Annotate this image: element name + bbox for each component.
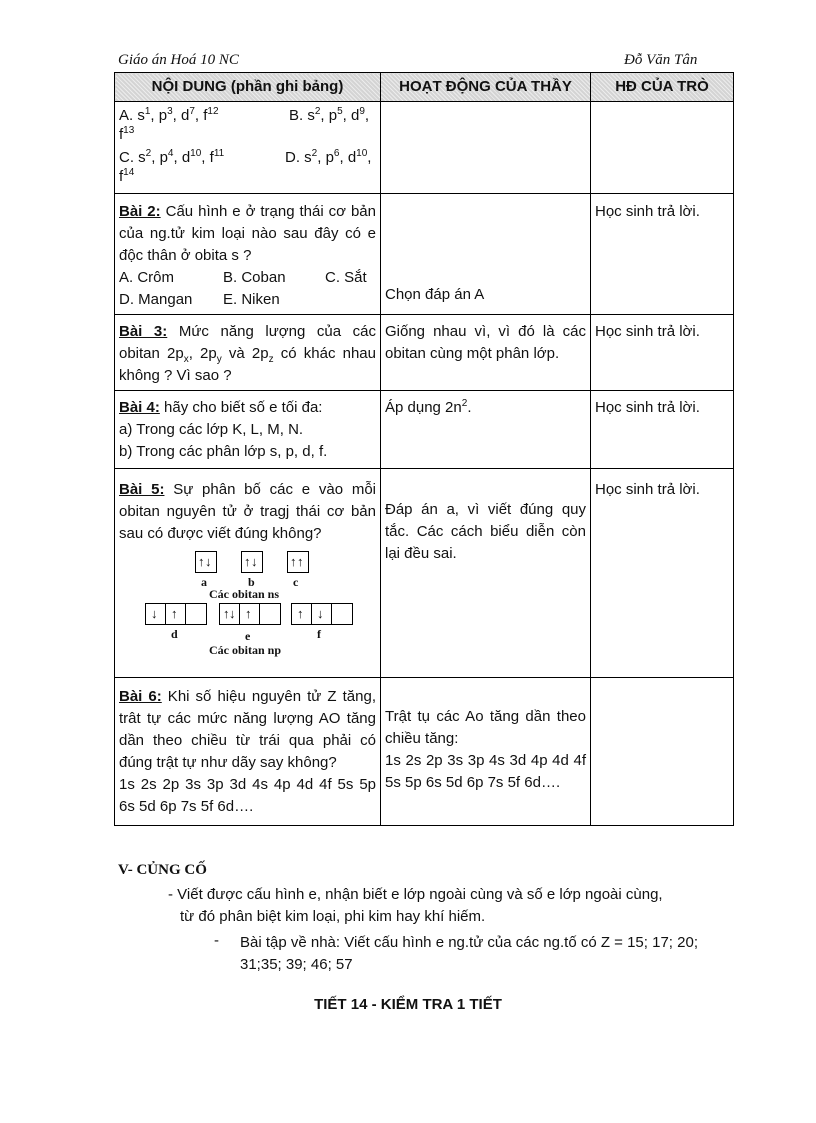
next-lesson-title: TIẾT 14 - KIỂM TRA 1 TIẾT [314, 996, 502, 1013]
exercise-label: Bài 2: [119, 203, 161, 220]
consolidation-line-2: từ đó phân biệt kim loại, phi kim hay khí hiếm. [180, 908, 486, 925]
exercise-2-options-1: A. Crôm B. Coban C. Sắt [119, 269, 367, 286]
exercise-4-text: Bài 4: hãy cho biết số e tối đa: [119, 399, 323, 416]
cell-student [591, 102, 734, 194]
caption-np-orbitals: Các obitan np [209, 643, 282, 657]
exercise-label: Bài 5: [119, 481, 165, 498]
orbital-box-c [287, 551, 309, 573]
up-arrow-icon: ↑ [171, 606, 178, 621]
cell-teacher: Chọn đáp án A [381, 194, 591, 315]
up-arrow-icon: ↑ [198, 554, 205, 569]
cell-content [115, 391, 381, 469]
option-d: D. $s^2$, $p^6$, $d^{10}$, [285, 148, 372, 166]
option-a: A. $s^1$, $p^3$, $d^7$, $f^{12}$ [119, 106, 219, 124]
exercise-6-sequence: 1s 2s 2p 3s 3p 3d 4s 4p 4d 4f 5s 5p 6s 5d 6p 7s 5f 6d…. [119, 776, 376, 815]
cell-content [115, 469, 381, 678]
table-row [115, 391, 734, 469]
orbital-diagram [119, 551, 376, 673]
up-arrow-icon: ↑ [297, 606, 304, 621]
down-arrow-icon: ↓ [251, 554, 258, 569]
cell-content: Bài 3: Mức năng lượng của các obitan $2p_x$, $2p_y$ và $2p_z$ có khác nhau không ? Vì sao ? [115, 315, 381, 391]
exercise-6-text: Bài 6: Khi số hiệu nguyên tử Z tăng, trât tự các mức năng lượng AO tăng dần theo chiều từ trái qua phải có đúng trật tự như dãy say không? [119, 688, 376, 771]
cell-student: Học sinh trả lời. [591, 391, 734, 469]
exercise-5-text: Bài 5: Sự phân bố các e vào mỗi obitan nguyên tử ở tragj thái cơ bản sau có được viết đúng không? [119, 481, 376, 542]
cell-teacher: Áp dụng $2n^2$. [381, 391, 591, 469]
table-row [115, 678, 734, 826]
orbital-box-b [241, 551, 263, 573]
cell-student: Học sinh trả lời. [591, 469, 734, 678]
column-header-teacher: HOẠT ĐỘNG CỦA THẦY [381, 73, 591, 102]
orbital-label-d: d [171, 627, 178, 641]
cell-content [115, 678, 381, 826]
bullet-dash: - [214, 932, 219, 949]
orbital-box-f [291, 603, 353, 625]
option-line-ab [119, 105, 376, 127]
orbital-label-c: c [293, 575, 299, 589]
lesson-table [114, 72, 734, 826]
cell-student: Học sinh trả lời. [591, 194, 734, 315]
table-row [115, 102, 734, 194]
option-b: B. $s^2$, $p^5$, $d^9$, [289, 106, 370, 124]
column-header-student: HĐ CỦA TRÒ [591, 73, 734, 102]
up-arrow-icon: ↑ [223, 606, 230, 621]
exercise-label: Bài 4: [119, 399, 160, 416]
consolidation-line-1: - Viết được cấu hình e, nhận biết e lớp ngoài cùng và số e lớp ngoài cùng, [168, 886, 663, 903]
option-c: C. $s^2$, $p^4$, $d^{10}$, $f^{11}$ [119, 148, 225, 166]
orbital-label-f: f [317, 627, 321, 641]
table-row [115, 469, 734, 678]
column-header-content: NỘI DUNG (phần ghi bảng) [115, 73, 381, 102]
option-d-wrap: $f^{14}$ [119, 167, 135, 185]
orbital-label-a: a [201, 575, 207, 589]
table-row [115, 194, 734, 315]
exercise-4-part-a: a) Trong các lớp K, L, M, N. [119, 421, 304, 438]
exercise-label: Bài 3: [119, 323, 168, 340]
cell-teacher: Đáp án a, vì viết đúng quy tắc. Các cách biểu diễn còn lại đều sai. [381, 469, 591, 678]
option-b-wrap: $f^{13}$ [119, 125, 135, 143]
orbital-box-d [145, 603, 207, 625]
up-arrow-icon: ↑ [290, 554, 297, 569]
caption-ns-orbitals: Các obitan ns [209, 587, 280, 601]
up-arrow-icon: ↑ [245, 606, 252, 621]
header-author: Đỗ Văn Tân [624, 52, 698, 68]
cell-student: Học sinh trả lời. [591, 315, 734, 391]
cell-content [115, 194, 381, 315]
exercise-label: Bài 6: [119, 688, 162, 705]
homework-line: Bài tập về nhà: Viết cấu hình e ng.tử của các ng.tố có Z = 15; 17; 20; 31;35; 39; 46; 57 [240, 934, 698, 973]
exercise-2-text: Bài 2: Cấu hình e ở trạng thái cơ bản của ng.tử kim loại nào sau đây có e độc thân ở obita s ? [119, 203, 376, 264]
table-header-row [115, 73, 734, 102]
down-arrow-icon: ↓ [205, 554, 212, 569]
down-arrow-icon: ↓ [317, 606, 324, 621]
orbital-box-e [219, 603, 281, 625]
down-arrow-icon: ↓ [151, 606, 158, 621]
table-row [115, 315, 734, 391]
cell-teacher: Giống nhau vì, vì đó là các obitan cùng một phân lớp. [381, 315, 591, 391]
down-arrow-icon: ↓ [229, 606, 236, 621]
orbital-label-e: e [245, 629, 251, 643]
header-course-title: Giáo án Hoá 10 NC [118, 52, 239, 68]
orbital-label-b: b [248, 575, 255, 589]
cell-teacher [381, 678, 591, 826]
section-title: V- CỦNG CỐ [118, 862, 207, 878]
teacher-answer-6-sequence: 1s 2s 2p 3s 3p 4s 3d 4p 4d 4f 5s 5p 6s 5d 6p 7s 5f 6d…. [385, 752, 586, 791]
orbital-box-a [195, 551, 217, 573]
cell-student [591, 678, 734, 826]
exercise-4-part-b: b) Trong các phân lớp s, p, d, f. [119, 443, 328, 460]
up-arrow-icon: ↑ [244, 554, 251, 569]
cell-content [115, 102, 381, 194]
up-arrow-icon: ↑ [297, 554, 304, 569]
exercise-2-options-2: D. Mangan E. Niken [119, 291, 280, 308]
teacher-answer-6-intro: Trật tụ các Ao tăng dần theo chiều tăng: [385, 708, 586, 747]
cell-teacher [381, 102, 591, 194]
option-line-cd [119, 147, 376, 169]
